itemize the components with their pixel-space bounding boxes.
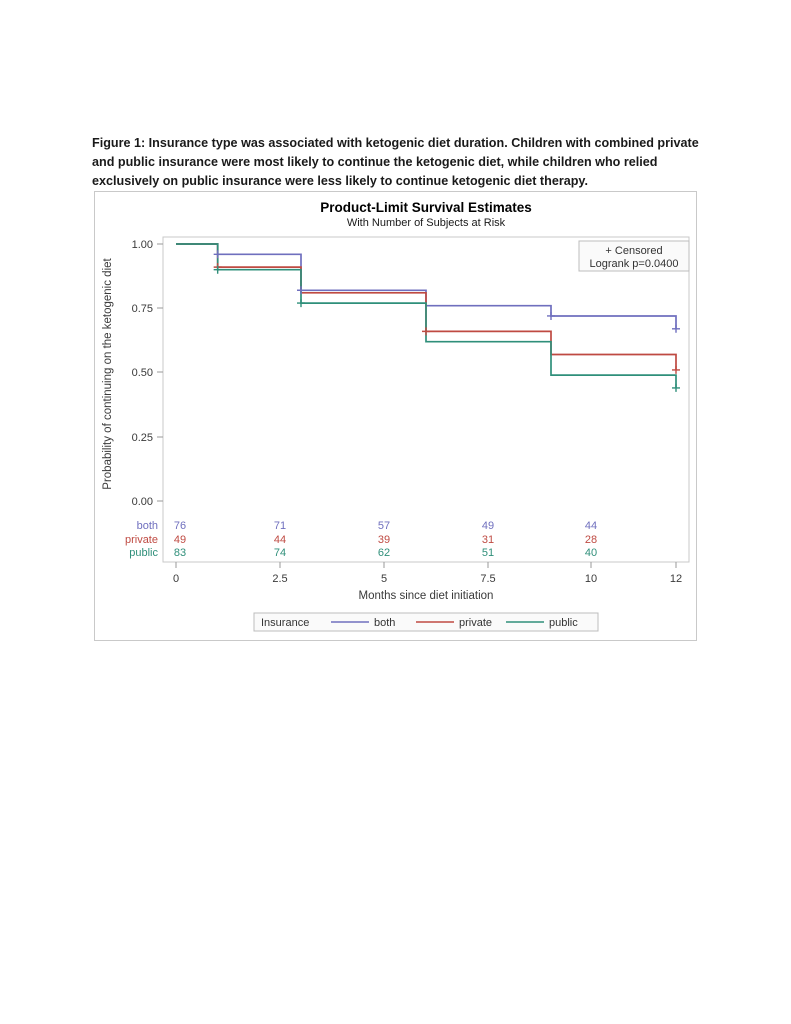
legend-title: Insurance — [261, 617, 310, 629]
at-risk-value: 71 — [273, 520, 287, 532]
x-axis-tick-labels — [173, 573, 682, 585]
x-tick-label: 7.5 — [480, 573, 496, 585]
at-risk-value: 76 — [173, 520, 187, 532]
x-tick-label: 0 — [172, 573, 180, 585]
x-axis-title: Months since diet initiation — [358, 590, 494, 602]
at-risk-row-label-public: public — [129, 547, 158, 559]
legend-label-public: public — [549, 617, 578, 629]
y-tick-label: 0.75 — [131, 303, 153, 315]
at-risk-value: 51 — [481, 547, 495, 559]
y-tick-label: 0.25 — [131, 432, 153, 444]
legend-label-private: private — [459, 617, 493, 629]
x-axis-ticks — [176, 562, 676, 568]
x-tick-label: 5 — [380, 573, 388, 585]
chart-subtitle: With Number of Subjects at Risk — [346, 217, 506, 229]
at-risk-value: 62 — [377, 547, 391, 559]
figure-caption: Figure 1: Insurance type was associated with ketogenic diet duration. Children with combined private and public insurance were most likely to continue the ketogenic diet, while children who relied exclusively on public insurance were less likely to continue ketogenic diet therapy. — [92, 135, 699, 188]
legend-label-both: both — [374, 617, 396, 629]
y-axis-ticks — [157, 244, 163, 501]
at-risk-value: 28 — [584, 534, 598, 546]
censor-marks-public — [214, 266, 680, 392]
x-tick-label: 10 — [584, 573, 598, 585]
censored-legend-label: + Censored — [605, 245, 663, 257]
at-risk-value: 49 — [173, 534, 187, 546]
plot-area-frame — [163, 237, 689, 562]
at-risk-value: 39 — [377, 534, 391, 546]
at-risk-value: 44 — [584, 520, 598, 532]
y-tick-label: 0.00 — [131, 496, 153, 508]
x-tick-label: 2.5 — [272, 573, 288, 585]
at-risk-value: 57 — [377, 520, 391, 532]
at-risk-value: 83 — [173, 547, 187, 559]
at-risk-value: 31 — [481, 534, 495, 546]
y-tick-label: 1.00 — [131, 239, 153, 251]
x-tick-label: 12 — [669, 573, 683, 585]
survival-plot-canvas — [95, 192, 696, 640]
chart-title: Product-Limit Survival Estimates — [320, 200, 532, 215]
at-risk-value: 74 — [273, 547, 287, 559]
y-axis-title: Probability of continuing on the ketogenic diet — [102, 258, 114, 490]
series-legend — [254, 613, 598, 631]
censor-marks-private — [214, 263, 680, 374]
at-risk-value: 49 — [481, 520, 495, 532]
at-risk-row-label-both: both — [136, 520, 158, 532]
survival-plot-figure — [94, 191, 697, 641]
at-risk-row-label-private: private — [124, 534, 158, 546]
at-risk-table — [125, 520, 597, 559]
at-risk-value: 40 — [584, 547, 598, 559]
y-axis-tick-labels — [132, 239, 153, 508]
at-risk-value: 44 — [273, 534, 287, 546]
inset-legend — [579, 241, 689, 271]
logrank-p-value: Logrank p=0.0400 — [589, 258, 679, 270]
y-tick-label: 0.50 — [131, 367, 153, 379]
